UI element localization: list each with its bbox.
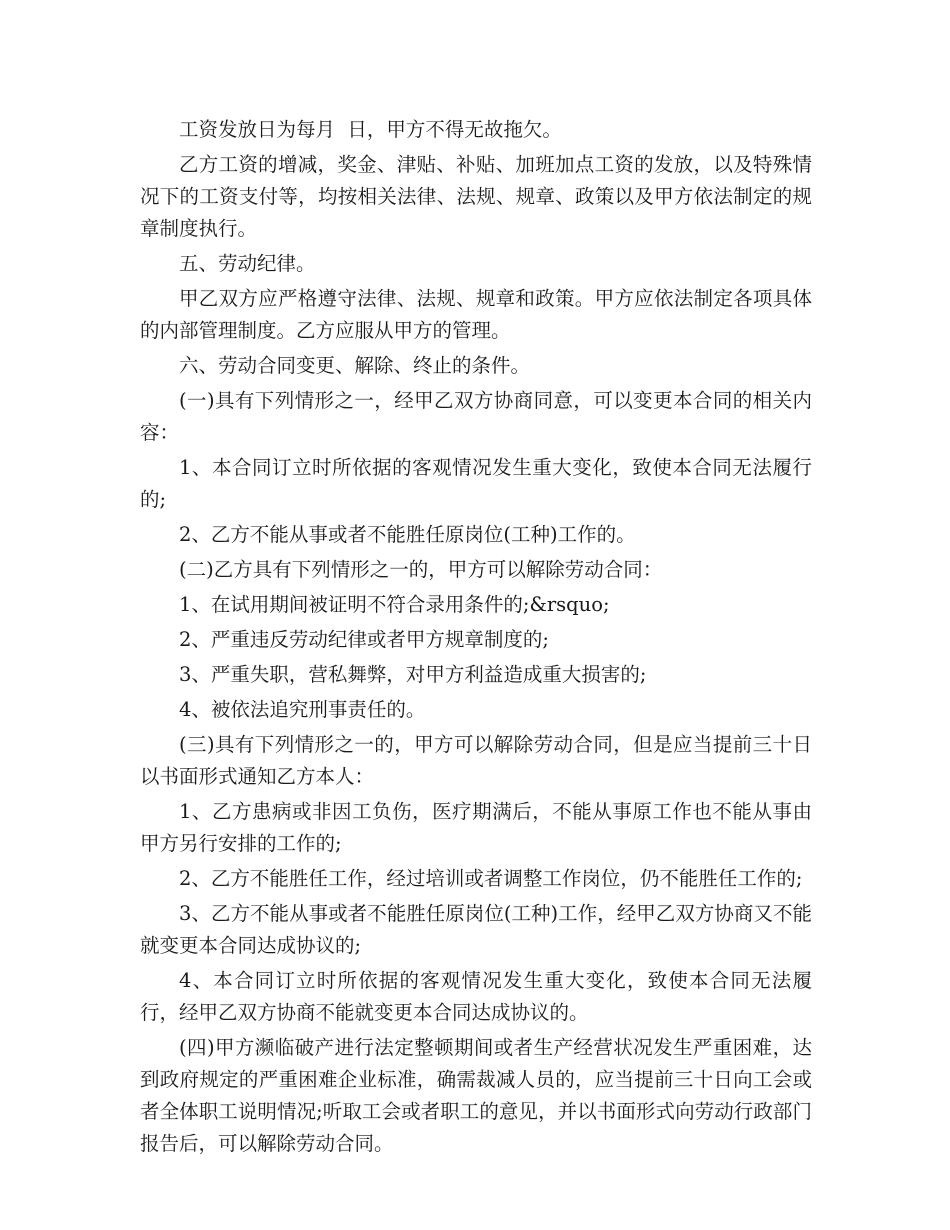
- list-item: 3、严重失职，营私舞弊，对甲方利益造成重大损害的;: [179, 663, 647, 686]
- list-item: 1、在试用期间被证明不符合录用条件的;&rsquo;: [179, 593, 610, 616]
- clause-heading-4: (四)甲方濒临破产进行法定整顿期间或者生产经营状况发生严重困难，达到政府规定的严重困难企业标准，确需裁减人员的，应当提前三十日向工会或者全体职工说明情况;听取工会或者职工的意见，并以书面形式向劳动行政部门报告后，可以解除劳动合同。: [140, 1036, 812, 1155]
- list-item: 3、乙方不能从事或者不能胜任原岗位(工种)工作，经甲乙双方协商又不能就变更本合同达成协议的;: [140, 902, 812, 957]
- clause-heading-2: (二)乙方具有下列情形之一的，甲方可以解除劳动合同：: [179, 558, 663, 581]
- paragraph-labor-discipline: 甲乙双方应严格遵守法律、法规、规章和政策。甲方应依法制定各项具体的内部管理制度。乙方应服从甲方的管理。: [140, 287, 812, 342]
- list-item: 1、本合同订立时所依据的客观情况发生重大变化，致使本合同无法履行的;: [140, 456, 812, 511]
- clause-heading-1: (一)具有下列情形之一，经甲乙双方协商同意，可以变更本合同的相关内容：: [140, 389, 812, 444]
- clause-heading-3: (三)具有下列情形之一的，甲方可以解除劳动合同，但是应当提前三十日以书面形式通知乙方本人：: [140, 733, 812, 788]
- list-item: 2、严重违反劳动纪律或者甲方规章制度的;: [179, 628, 549, 651]
- list-item: 1、乙方患病或非因工负伤，医疗期满后，不能从事原工作也不能从事由甲方另行安排的工作的;: [140, 800, 812, 855]
- list-item: 2、乙方不能胜任工作，经过培训或者调整工作岗位，仍不能胜任工作的;: [179, 867, 803, 890]
- document-body: [140, 114, 812, 1163]
- section-heading-labor-discipline: 五、劳动纪律。: [179, 252, 316, 275]
- list-item: 2、乙方不能从事或者不能胜任原岗位(工种)工作的。: [179, 523, 636, 546]
- list-item: 4、被依法追究刑事责任的。: [179, 698, 426, 721]
- section-heading-contract-change: 六、劳动合同变更、解除、终止的条件。: [179, 354, 531, 377]
- list-item: 4、本合同订立时所依据的客观情况发生重大变化，致使本合同无法履行，经甲乙双方协商不能就变更本合同达成协议的。: [140, 969, 812, 1024]
- paragraph-salary-adjustment: 乙方工资的增减，奖金、津贴、补贴、加班加点工资的发放，以及特殊情况下的工资支付等，均按相关法律、法规、规章、政策以及甲方依法制定的规章制度执行。: [140, 153, 812, 240]
- paragraph-salary-payday: 工资发放日为每月 日，甲方不得无故拖欠。: [179, 118, 562, 141]
